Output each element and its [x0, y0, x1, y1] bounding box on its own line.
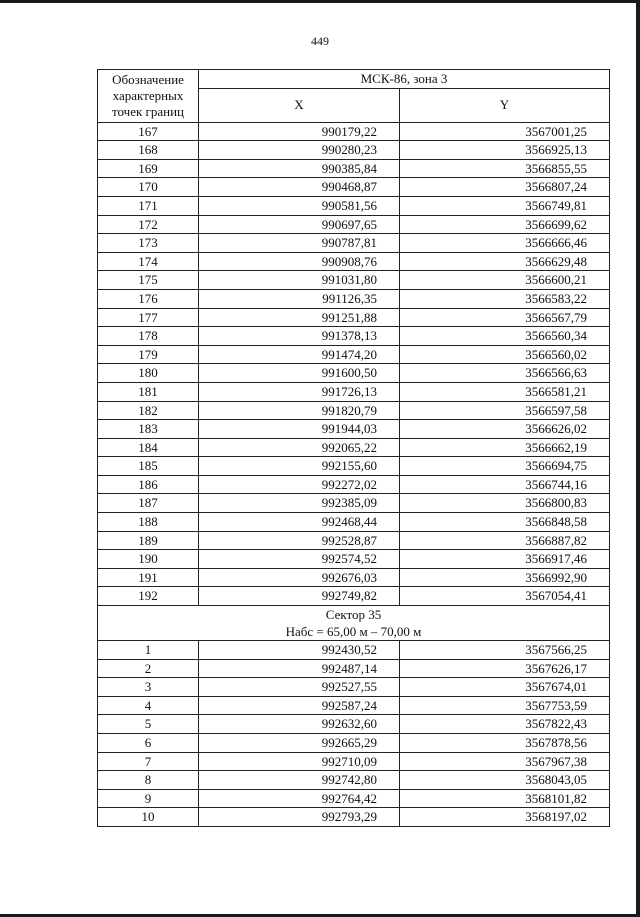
point-number-cell: 171 — [98, 196, 199, 215]
x-coordinate-cell: 991474,20 — [199, 345, 400, 364]
point-designation-header: Обозначение характерных точек границ — [98, 70, 199, 123]
x-coordinate-cell: 990179,22 — [199, 122, 400, 141]
table-row — [98, 715, 610, 734]
y-coordinate-cell: 3566626,02 — [400, 420, 610, 439]
y-coordinate-cell: 3567674,01 — [400, 678, 610, 697]
table-row — [98, 568, 610, 587]
y-coordinate-cell: 3566887,82 — [400, 531, 610, 550]
y-column-header: Y — [400, 88, 610, 122]
y-coordinate-cell: 3566699,62 — [400, 215, 610, 234]
x-coordinate-cell: 992527,55 — [199, 678, 400, 697]
table-row — [98, 252, 610, 271]
x-coordinate-cell: 990581,56 — [199, 196, 400, 215]
point-number-cell: 175 — [98, 271, 199, 290]
point-number-cell: 191 — [98, 568, 199, 587]
page-number: 449 — [311, 34, 329, 48]
table-body-sector — [98, 641, 610, 827]
table-row — [98, 234, 610, 253]
y-coordinate-cell: 3567967,38 — [400, 752, 610, 771]
y-coordinate-cell: 3566666,46 — [400, 234, 610, 253]
table-row — [98, 531, 610, 550]
y-coordinate-cell: 3566694,75 — [400, 457, 610, 476]
y-coordinate-cell: 3567054,41 — [400, 587, 610, 606]
point-number-cell: 184 — [98, 438, 199, 457]
point-number-cell: 168 — [98, 141, 199, 160]
x-coordinate-cell: 992764,42 — [199, 789, 400, 808]
point-number-cell: 2 — [98, 659, 199, 678]
x-coordinate-cell: 992487,14 — [199, 659, 400, 678]
point-number-cell: 182 — [98, 401, 199, 420]
y-coordinate-cell: 3567878,56 — [400, 734, 610, 753]
y-coordinate-cell: 3567753,59 — [400, 696, 610, 715]
table-row — [98, 196, 610, 215]
table-row — [98, 808, 610, 827]
y-coordinate-cell: 3566597,58 — [400, 401, 610, 420]
y-coordinate-cell: 3566744,16 — [400, 475, 610, 494]
x-coordinate-cell: 992749,82 — [199, 587, 400, 606]
point-number-cell: 5 — [98, 715, 199, 734]
point-number-cell: 183 — [98, 420, 199, 439]
point-number-cell: 177 — [98, 308, 199, 327]
table-row — [98, 678, 610, 697]
table-row — [98, 382, 610, 401]
point-number-cell: 4 — [98, 696, 199, 715]
x-coordinate-cell: 992065,22 — [199, 438, 400, 457]
x-coordinate-cell: 990787,81 — [199, 234, 400, 253]
x-coordinate-cell: 992272,02 — [199, 475, 400, 494]
table-row — [98, 771, 610, 790]
x-coordinate-cell: 991378,13 — [199, 327, 400, 346]
y-coordinate-cell: 3566807,24 — [400, 178, 610, 197]
point-number-cell: 172 — [98, 215, 199, 234]
x-coordinate-cell: 990468,87 — [199, 178, 400, 197]
sector-title: Сектор 35 — [325, 607, 382, 623]
x-coordinate-cell: 991031,80 — [199, 271, 400, 290]
sector-heading-cell — [98, 606, 610, 641]
table-row — [98, 420, 610, 439]
point-number-cell: 176 — [98, 289, 199, 308]
table-row — [98, 659, 610, 678]
point-number-cell: 10 — [98, 808, 199, 827]
table-row — [98, 271, 610, 290]
x-coordinate-cell: 991726,13 — [199, 382, 400, 401]
table-row — [98, 587, 610, 606]
sector-heading-row — [98, 606, 610, 641]
point-number-cell: 190 — [98, 550, 199, 569]
table-row — [98, 178, 610, 197]
x-coordinate-cell: 992430,52 — [199, 641, 400, 660]
x-coordinate-cell: 992676,03 — [199, 568, 400, 587]
table-header — [98, 70, 610, 123]
table-row — [98, 734, 610, 753]
point-number-cell: 187 — [98, 494, 199, 513]
y-coordinate-cell: 3566925,13 — [400, 141, 610, 160]
table-row — [98, 752, 610, 771]
table-row — [98, 494, 610, 513]
point-number-cell: 192 — [98, 587, 199, 606]
point-number-cell: 8 — [98, 771, 199, 790]
y-coordinate-cell: 3566581,21 — [400, 382, 610, 401]
table-row — [98, 141, 610, 160]
x-coordinate-cell: 992385,09 — [199, 494, 400, 513]
point-number-cell: 188 — [98, 513, 199, 532]
x-coordinate-cell: 991251,88 — [199, 308, 400, 327]
x-coordinate-cell: 990280,23 — [199, 141, 400, 160]
y-coordinate-cell: 3566567,79 — [400, 308, 610, 327]
point-number-cell: 167 — [98, 122, 199, 141]
x-column-header: X — [199, 88, 400, 122]
table-row — [98, 513, 610, 532]
x-coordinate-cell: 992632,60 — [199, 715, 400, 734]
x-coordinate-cell: 991944,03 — [199, 420, 400, 439]
table-row — [98, 475, 610, 494]
y-coordinate-cell: 3566583,22 — [400, 289, 610, 308]
y-coordinate-cell: 3567822,43 — [400, 715, 610, 734]
table-row — [98, 122, 610, 141]
point-number-cell: 173 — [98, 234, 199, 253]
table-row — [98, 641, 610, 660]
table-body-main — [98, 122, 610, 605]
coordinate-system-header: МСК-86, зона 3 — [199, 70, 610, 89]
point-number-cell: 169 — [98, 159, 199, 178]
scan-edge-right — [636, 0, 640, 917]
scan-edge-top — [0, 0, 640, 3]
x-coordinate-cell: 992155,60 — [199, 457, 400, 476]
x-coordinate-cell: 992528,87 — [199, 531, 400, 550]
point-number-cell: 179 — [98, 345, 199, 364]
table-row — [98, 308, 610, 327]
y-coordinate-cell: 3566560,34 — [400, 327, 610, 346]
y-coordinate-cell: 3566566,63 — [400, 364, 610, 383]
y-coordinate-cell: 3566600,21 — [400, 271, 610, 290]
table-row — [98, 457, 610, 476]
table-row — [98, 345, 610, 364]
x-coordinate-cell: 992468,44 — [199, 513, 400, 532]
table-row — [98, 215, 610, 234]
x-coordinate-cell: 992710,09 — [199, 752, 400, 771]
point-number-cell: 174 — [98, 252, 199, 271]
y-coordinate-cell: 3567001,25 — [400, 122, 610, 141]
point-number-cell: 9 — [98, 789, 199, 808]
y-coordinate-cell: 3566629,48 — [400, 252, 610, 271]
x-coordinate-cell: 992587,24 — [199, 696, 400, 715]
x-coordinate-cell: 991820,79 — [199, 401, 400, 420]
table-row — [98, 327, 610, 346]
x-coordinate-cell: 991600,50 — [199, 364, 400, 383]
y-coordinate-cell: 3567566,25 — [400, 641, 610, 660]
y-coordinate-cell: 3566917,46 — [400, 550, 610, 569]
table-row — [98, 364, 610, 383]
point-number-cell: 189 — [98, 531, 199, 550]
y-coordinate-cell: 3567626,17 — [400, 659, 610, 678]
table-row — [98, 401, 610, 420]
x-coordinate-cell: 992793,29 — [199, 808, 400, 827]
y-coordinate-cell: 3568043,05 — [400, 771, 610, 790]
y-coordinate-cell: 3566848,58 — [400, 513, 610, 532]
point-number-cell: 170 — [98, 178, 199, 197]
x-coordinate-cell: 992742,80 — [199, 771, 400, 790]
x-coordinate-cell: 992574,52 — [199, 550, 400, 569]
table-row — [98, 789, 610, 808]
x-coordinate-cell: 990697,65 — [199, 215, 400, 234]
point-number-cell: 1 — [98, 641, 199, 660]
point-number-cell: 178 — [98, 327, 199, 346]
sector-elevation-range: Набс = 65,00 м – 70,00 м — [285, 624, 422, 640]
table-row — [98, 550, 610, 569]
table-row — [98, 438, 610, 457]
coordinates-table — [97, 69, 610, 827]
point-number-cell: 186 — [98, 475, 199, 494]
point-number-cell: 6 — [98, 734, 199, 753]
y-coordinate-cell: 3566662,19 — [400, 438, 610, 457]
point-number-cell: 7 — [98, 752, 199, 771]
y-coordinate-cell: 3568101,82 — [400, 789, 610, 808]
x-coordinate-cell: 992665,29 — [199, 734, 400, 753]
y-coordinate-cell: 3566992,90 — [400, 568, 610, 587]
x-coordinate-cell: 990908,76 — [199, 252, 400, 271]
point-number-cell: 180 — [98, 364, 199, 383]
point-number-cell: 185 — [98, 457, 199, 476]
sector-heading-group — [98, 606, 610, 641]
point-number-cell: 3 — [98, 678, 199, 697]
y-coordinate-cell: 3566800,83 — [400, 494, 610, 513]
x-coordinate-cell: 990385,84 — [199, 159, 400, 178]
point-number-cell: 181 — [98, 382, 199, 401]
y-coordinate-cell: 3566749,81 — [400, 196, 610, 215]
y-coordinate-cell: 3568197,02 — [400, 808, 610, 827]
y-coordinate-cell: 3566855,55 — [400, 159, 610, 178]
table-row — [98, 289, 610, 308]
table-row — [98, 696, 610, 715]
table-row — [98, 159, 610, 178]
x-coordinate-cell: 991126,35 — [199, 289, 400, 308]
y-coordinate-cell: 3566560,02 — [400, 345, 610, 364]
